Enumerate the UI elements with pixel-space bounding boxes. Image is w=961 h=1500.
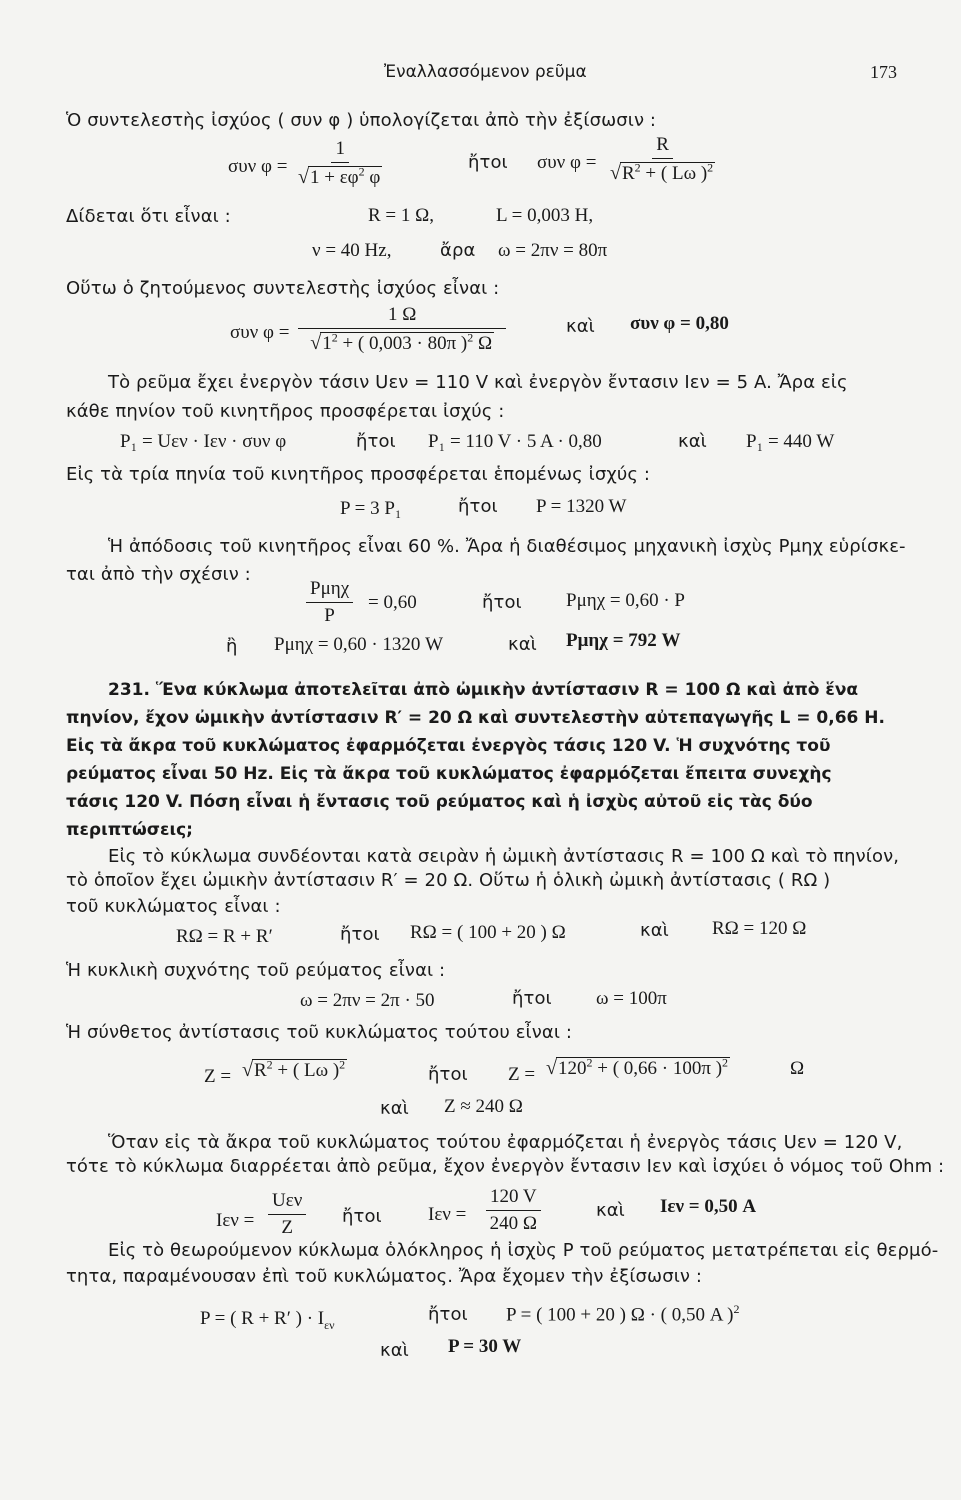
fraction-numerator: R [652,134,673,159]
word-kai: καὶ [678,431,707,452]
formula: RΩ = ( 100 + 20 ) Ω [410,922,566,943]
fraction [486,1186,541,1235]
given-R: R = 1 Ω, [368,205,435,226]
text-line: τητα, παραμένουσαν ἐπὶ τοῦ κυκλώματος. Ἄρα ἔχομεν τὴν ἐξίσωσιν : [66,1266,703,1287]
formula: P₁ = 110 V · 5 A · 0,80 [428,431,602,452]
formula-lhs: συν φ = [230,322,290,343]
fraction-numerator: 1 Ω [298,304,506,329]
text-line: τὸ ὁποῖον ἔχει ὠμικὴν ἀντίστασιν R′ = 20 Ω. Οὕτω ἡ ὁλικὴ ὠμικὴ ἀντίστασις ( RΩ ) [66,870,831,891]
word-kai: καὶ [596,1200,625,1221]
given-nu: ν = 40 Hz, [312,240,392,261]
given-omega: ω = 2πν = 80π [498,240,608,261]
fraction-numerator: Uεν [268,1190,306,1215]
problem-line: 231. Ἕνα κύκλωμα ἀποτελεῖται ἀπὸ ὠμικὴν ἀντίστασιν R = 100 Ω καὶ ἀπὸ ἕνα [108,680,859,700]
word-kai: καὶ [380,1340,409,1361]
fraction-denominator: $√1^2$ + ( 0,003 · 80π )$^2$ Ω [310,331,493,355]
formula-lhs: Iεν = [216,1210,255,1231]
text-line: Οὕτω ὁ ζητούμενος συντελεστὴς ἰσχύος εἶναι : [66,278,500,299]
result: Iεν = 0,50 A [660,1196,757,1217]
page-number: 173 [870,62,897,82]
word-ara: ἄρα [440,240,476,261]
formula-lhs: συν φ = [228,156,288,177]
fraction-denominator: $√R^2$ + ( Lω )$^2$ [610,161,714,185]
formula-lhs: συν φ = [537,152,597,173]
fraction [610,134,715,185]
result: συν φ = 0,80 [630,313,729,334]
problem-line: πηνίον, ἔχον ὠμικὴν ἀντίστασιν R′ = 20 Ω καὶ συντελεστὴν αὐτεπαγωγῆς L = 0,66 H. [66,708,885,728]
radical: $√R^2$ + ( Lω )$^2$ [242,1058,346,1082]
fraction-numerator: 120 V [486,1186,541,1211]
formula-lhs: Iεν = [428,1204,467,1225]
fraction [298,304,506,355]
text-line: Εἰς τὰ τρία πηνία τοῦ κινητῆρος προσφέρεται ἑπομένως ἰσχύς : [66,464,651,485]
text-line: Εἰς τὸ κύκλωμα συνδέονται κατὰ σειρὰν ἡ ὠμικὴ ἀντίστασις R = 100 Ω καὶ τὸ πηνίον, [108,846,900,867]
fraction-denominator: P [324,605,335,626]
formula: P = ( 100 + 20 ) Ω · ( 0,50 A )$^2$ [506,1302,740,1326]
result: P = 30 W [448,1336,522,1357]
text-line: Ἡ κυκλικὴ συχνότης τοῦ ρεύματος εἶναι : [66,960,446,981]
text-line: Ἡ ἀπόδοσις τοῦ κινητῆρος εἶναι 60 %. Ἄρα ἡ διαθέσιμος μηχανικὴ ἰσχὺς Pμηχ εὑρίσκε- [108,536,906,557]
running-header: Ἐναλλασσόμενον ρεῦμα [384,62,587,82]
fraction [298,138,382,189]
formula: RΩ = 120 Ω [712,918,807,939]
word-kai: καὶ [380,1098,409,1119]
formula-lhs: Z = [204,1066,232,1087]
fraction-denominator: $√1 + \varepsilon\varphi^2$ φ [298,165,381,189]
problem-line: ρεύματος εἶναι 50 Hz. Εἰς τὰ ἄκρα τοῦ κυκλώματος ἐφαρμόζεται ἔπειτα συνεχὴς [66,764,832,784]
radical: $√120^2$ + ( 0,66 · 100π )$^2$ [546,1056,729,1080]
word-hitoi: ἤτοι [468,152,508,173]
problem-line: τάσις 120 V. Πόση εἶναι ἡ ἔντασις τοῦ ρεύματος καὶ ἡ ἰσχὺς αὐτοῦ εἰς τὰς δύο [66,792,813,812]
formula: ω = 2πν = 2π · 50 [300,990,435,1011]
text-line: ται ἀπὸ τὴν σχέσιν : [66,564,251,585]
formula: P = ( R + R′ ) · $I_{\varepsilon\nu}$ [200,1308,335,1332]
formula-lhs: Z = [508,1064,536,1085]
given-L: L = 0,003 H, [496,205,594,226]
word-kai: καὶ [640,920,669,941]
formula: RΩ = R + R′ [176,926,273,947]
unit: Ω [790,1058,805,1079]
word-hitoi: ἤτοι [340,924,380,945]
text-line: Ὅταν εἰς τὰ ἄκρα τοῦ κυκλώματος τούτου ἐφαρμόζεται ἡ ἐνεργὸς τάσις Uεν = 120 V, [108,1132,903,1153]
word-hitoi: ἤτοι [428,1064,468,1085]
formula: P₁ = 440 W [746,431,835,452]
text-line: Εἰς τὸ θεωρούμενον κύκλωμα ὁλόκληρος ἡ ἰσχὺς P τοῦ ρεύματος μετατρέπεται εἰς θερμό- [108,1240,939,1261]
text-line: Δίδεται ὅτι εἶναι : [66,206,231,227]
problem-line: περιπτώσεις; [66,820,193,840]
fraction-denominator: 240 Ω [489,1213,537,1234]
fraction-numerator: Pμηχ [306,578,353,603]
fraction-numerator: 1 [331,138,349,163]
formula: Pμηχ = 0,60 · 1320 W [274,634,444,655]
result: Pμηχ = 792 W [566,630,681,651]
fraction-denominator: Z [281,1217,293,1238]
formula: ω = 100π [596,988,667,1009]
formula: = 0,60 [368,592,417,613]
problem-line: Εἰς τὰ ἄκρα τοῦ κυκλώματος ἐφαρμόζεται ἐνεργὸς τάσις 120 V. Ἡ συχνότης τοῦ [66,736,831,756]
word-e: ἢ [226,636,238,657]
word-hitoi: ἤτοι [458,496,498,517]
word-kai: καὶ [566,316,595,337]
text-line: κάθε πηνίον τοῦ κινητῆρος προσφέρεται ἰσχύς : [66,401,505,422]
formula: P₁ = Uεν · Iεν · συν φ [120,431,287,452]
text-line: Ἡ σύνθετος ἀντίστασις τοῦ κυκλώματος τούτου εἶναι : [66,1022,573,1043]
word-hitoi: ἤτοι [356,431,396,452]
word-kai: καὶ [508,634,537,655]
text-line: τοῦ κυκλώματος εἶναι : [66,896,281,917]
word-hitoi: ἤτοι [512,988,552,1009]
text-line: Τὸ ρεῦμα ἔχει ἐνεργὸν τάσιν Uεν = 110 V καὶ ἐνεργὸν ἔντασιν Iεν = 5 A. Ἄρα εἰς [108,372,848,393]
text-line: Ὁ συντελεστὴς ἰσχύος ( συν φ ) ὑπολογίζεται ἀπὸ τὴν ἐξίσωσιν : [66,110,657,131]
word-hitoi: ἤτοι [428,1304,468,1325]
formula: P = 1320 W [536,496,627,517]
word-hitoi: ἤτοι [482,592,522,613]
word-hitoi: ἤτοι [342,1206,382,1227]
text-line: τότε τὸ κύκλωμα διαρρέεται ἀπὸ ρεῦμα, ἔχον ἐνεργὸν ἔντασιν Iεν καὶ ἰσχύει ὁ νόμος τοῦ Ohm : [66,1156,945,1177]
formula: Pμηχ = 0,60 · P [566,590,685,611]
fraction [306,578,353,627]
fraction [268,1190,306,1239]
formula: Z ≈ 240 Ω [444,1096,523,1117]
formula: P = 3 P₁ [340,498,402,519]
